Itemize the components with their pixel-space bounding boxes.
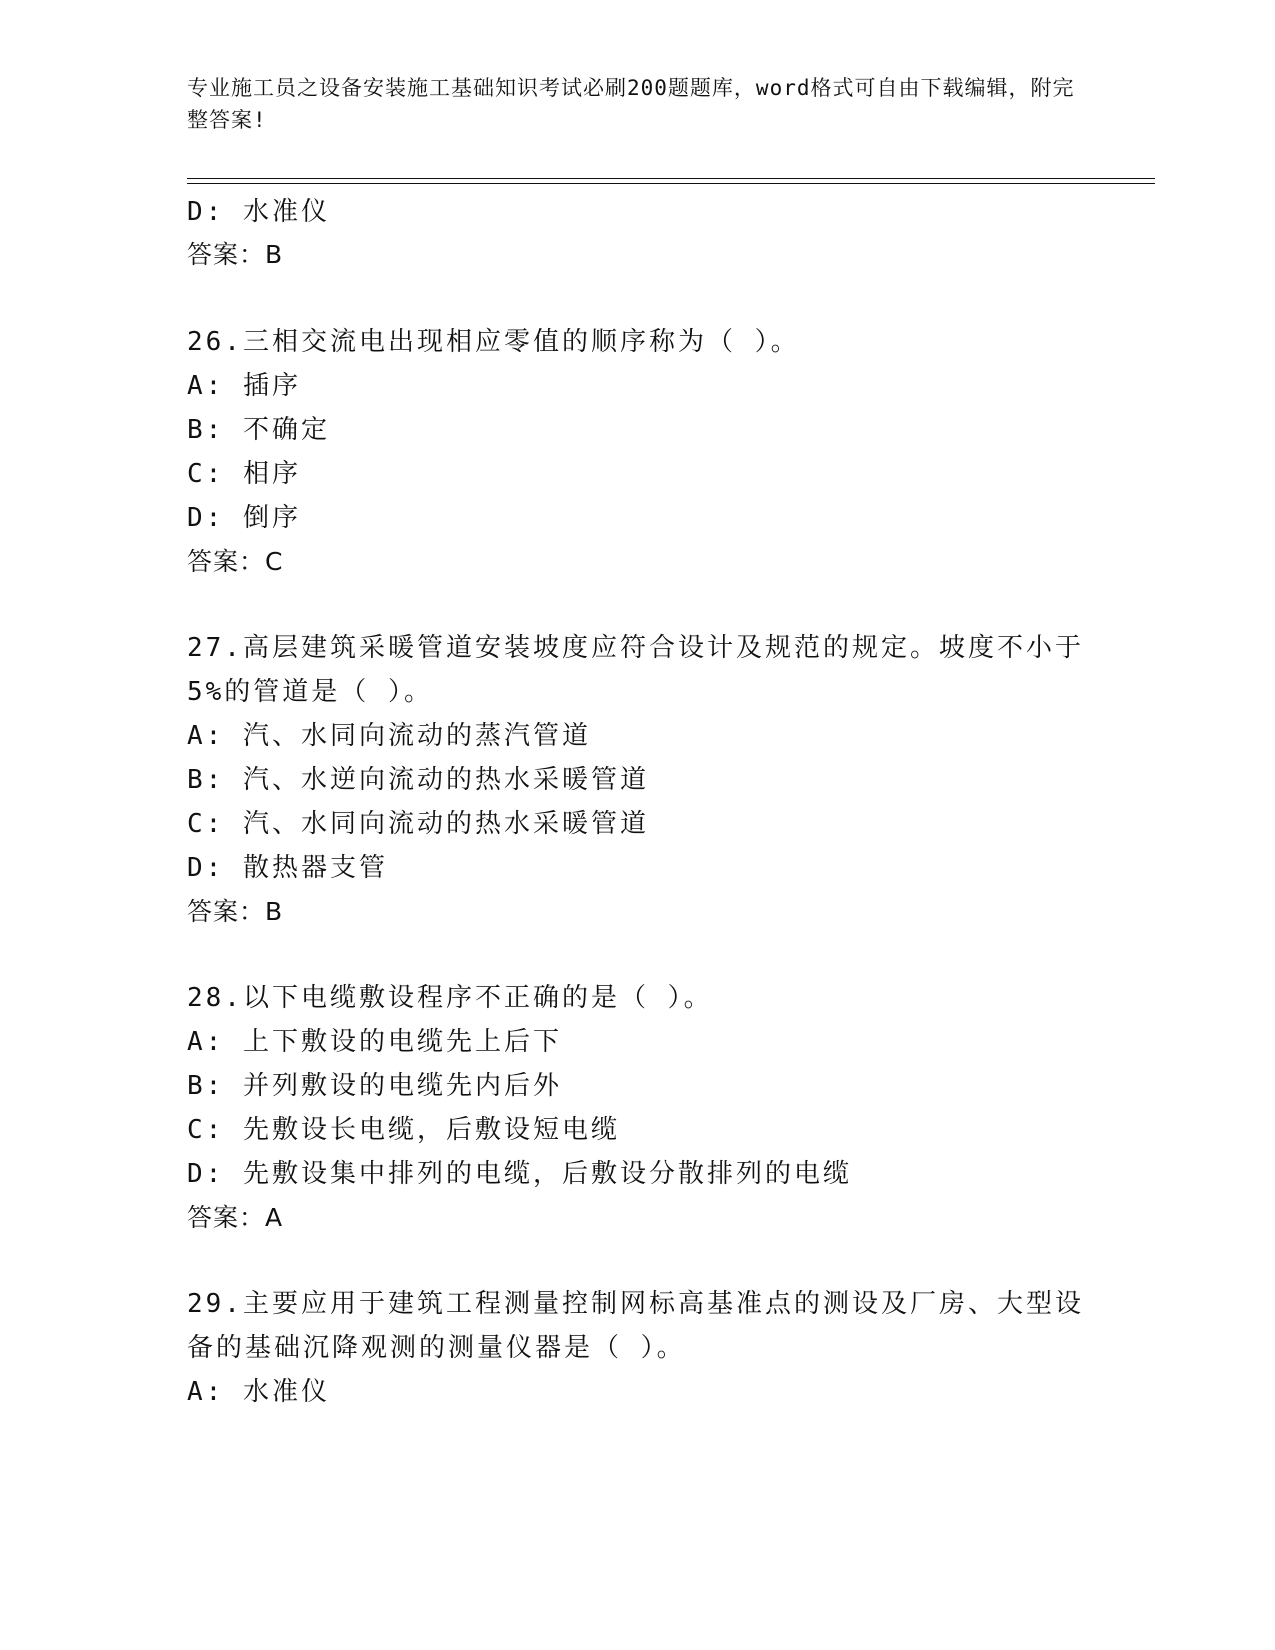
- answer-line: 答案：B: [187, 240, 284, 269]
- option-a-line: A: 上下敷设的电缆先上后下: [187, 1027, 562, 1057]
- answer-line: 答案：C: [187, 547, 284, 576]
- answer-line: 答案：A: [187, 1203, 284, 1232]
- option-c-line: C: 先敷设长电缆，后敷设短电缆: [187, 1115, 620, 1145]
- answer-line: 答案：B: [187, 897, 284, 926]
- option-b-line: B: 并列敷设的电缆先内后外: [187, 1071, 562, 1101]
- header-divider-bottom: [187, 183, 1155, 184]
- option-d-line: D: 水准仪: [187, 197, 330, 227]
- question-27-text-cont: 5%的管道是（ ）。: [187, 677, 433, 707]
- option-d-line: D: 倒序: [187, 503, 301, 533]
- option-d-line: D: 散热器支管: [187, 853, 388, 883]
- question-27-text: 27.高层建筑采暖管道安装坡度应符合设计及规范的规定。坡度不小于: [187, 633, 1084, 663]
- option-a-line: A: 插序: [187, 371, 301, 401]
- option-c-line: C: 相序: [187, 459, 301, 489]
- option-a-line: A: 水准仪: [187, 1377, 330, 1407]
- question-26-text: 26.三相交流电出现相应零值的顺序称为（ ）。: [187, 327, 800, 357]
- question-29-text-cont: 备的基础沉降观测的测量仪器是（ ）。: [187, 1333, 686, 1363]
- question-28-text: 28.以下电缆敷设程序不正确的是（ ）。: [187, 983, 713, 1013]
- question-29-text: 29.主要应用于建筑工程测量控制网标高基准点的测设及厂房、大型设: [187, 1289, 1084, 1319]
- option-a-line: A: 汽、水同向流动的蒸汽管道: [187, 721, 591, 751]
- option-b-line: B: 汽、水逆向流动的热水采暖管道: [187, 765, 649, 795]
- option-c-line: C: 汽、水同向流动的热水采暖管道: [187, 809, 649, 839]
- option-b-line: B: 不确定: [187, 415, 330, 445]
- option-d-line: D: 先敷设集中排列的电缆，后敷设分散排列的电缆: [187, 1159, 852, 1189]
- header-divider-top: [187, 178, 1155, 179]
- document-header: 专业施工员之设备安装施工基础知识考试必刷200题题库，word格式可自由下载编辑，附完整答案!: [187, 76, 1075, 132]
